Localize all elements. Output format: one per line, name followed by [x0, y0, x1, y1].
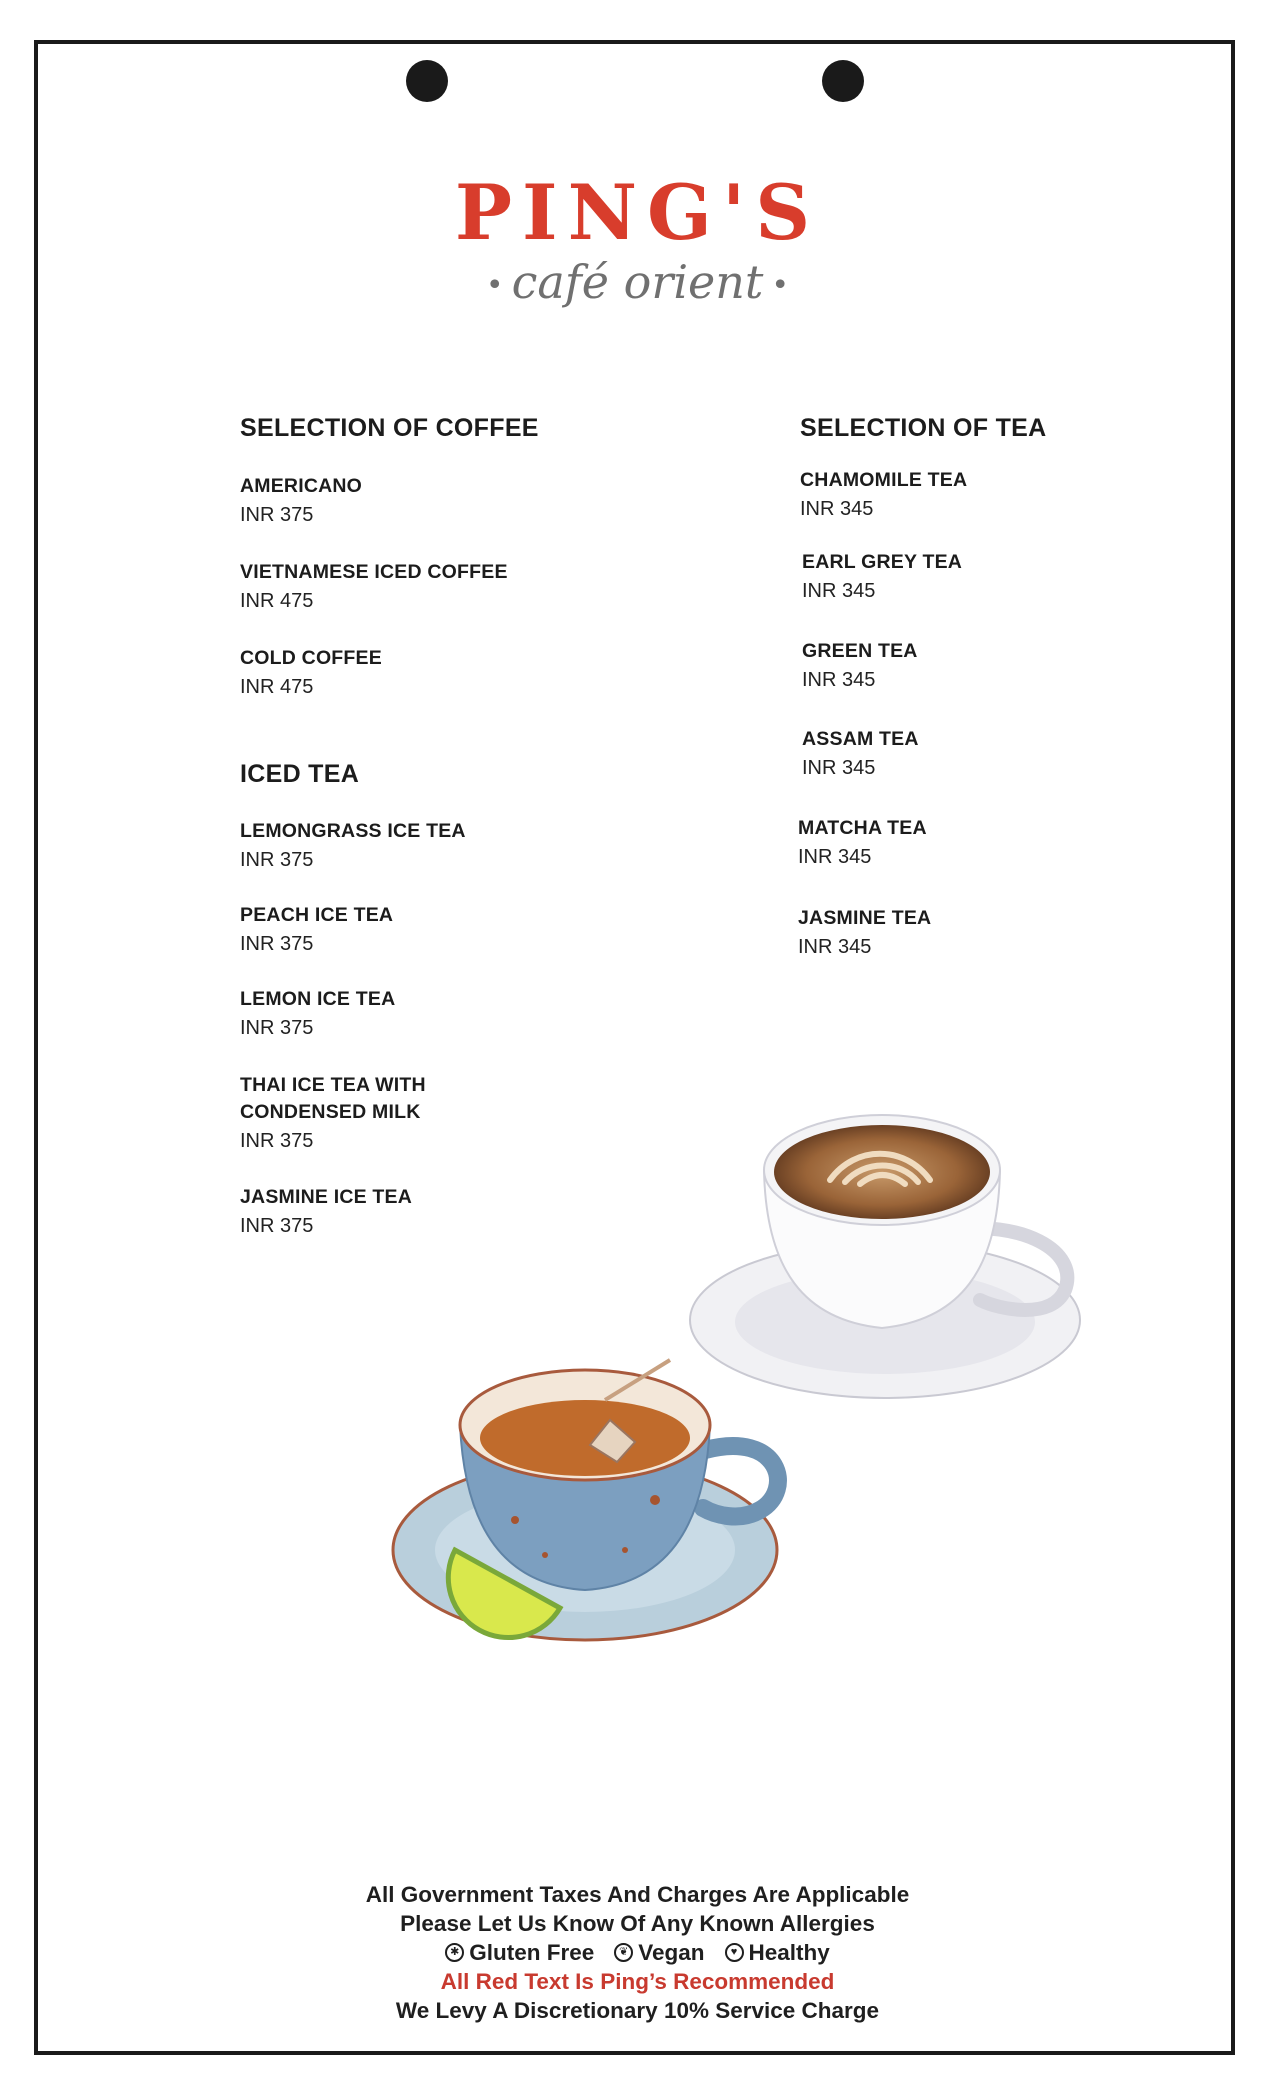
item-price: INR 375 — [240, 1215, 314, 1237]
item-name: AMERICANO — [240, 475, 363, 497]
item-price: INR 345 — [798, 846, 872, 868]
dietary-legend — [200, 1938, 1075, 1967]
item-price: INR 375 — [240, 504, 314, 526]
item-price: INR 375 — [240, 1130, 314, 1152]
menu-item-lemongrass-ice-tea — [240, 818, 466, 875]
menu-item-jasmine-ice-tea — [240, 1184, 412, 1241]
item-price: INR 475 — [240, 590, 314, 612]
item-price: INR 475 — [240, 676, 314, 698]
item-price: INR 345 — [802, 757, 876, 779]
item-name: EARL GREY TEA — [802, 551, 963, 573]
footer-notes — [200, 1880, 1075, 2025]
allergies-note: Please Let Us Know Of Any Known Allergies — [400, 1911, 875, 1936]
logo-subtitle: café orient — [511, 255, 764, 309]
binder-hole-right — [822, 60, 864, 102]
item-price: INR 345 — [800, 498, 874, 520]
section-heading-iced-tea: ICED TEA — [240, 760, 360, 788]
menu-item-peach-ice-tea — [240, 902, 393, 959]
logo-title: PING'S — [454, 168, 821, 257]
item-name: ASSAM TEA — [802, 728, 919, 750]
menu-item-jasmine-tea — [798, 905, 931, 962]
taxes-note: All Government Taxes And Charges Are Applicable — [365, 1882, 910, 1907]
logo-dot-left: • — [485, 268, 504, 303]
healthy-icon: ♥ — [725, 1943, 744, 1962]
item-name: JASMINE ICE TEA — [240, 1186, 413, 1208]
item-name: PEACH ICE TEA — [240, 904, 394, 926]
logo-dot-right: • — [771, 268, 790, 303]
item-name: LEMON ICE TEA — [240, 988, 396, 1010]
tea-cup-illustration — [385, 1350, 805, 1660]
menu-item-chamomile-tea — [800, 467, 967, 524]
menu-item-cold-coffee — [240, 645, 382, 702]
menu-item-americano — [240, 473, 362, 530]
menu-item-assam-tea — [802, 726, 919, 783]
item-name: VIETNAMESE ICED COFFEE — [240, 561, 508, 583]
item-name: CHAMOMILE TEA — [800, 469, 968, 491]
item-name: COLD COFFEE — [240, 647, 382, 669]
item-name: JASMINE TEA — [798, 907, 932, 929]
legend-gluten-free — [445, 1938, 594, 1967]
logo — [420, 168, 855, 309]
item-name-line2: CONDENSED MILK — [240, 1101, 421, 1123]
legend-vegan — [614, 1938, 704, 1967]
item-price: INR 345 — [798, 936, 872, 958]
logo-subtitle-row — [420, 255, 855, 309]
legend-label: Healthy — [748, 1940, 830, 1965]
service-charge-note: We Levy A Discretionary 10% Service Charge — [395, 1998, 880, 2023]
binder-hole-left — [406, 60, 448, 102]
menu-item-thai-ice-tea — [240, 1072, 426, 1156]
item-name: MATCHA TEA — [798, 817, 927, 839]
menu-item-matcha-tea — [798, 815, 927, 872]
section-heading-tea: SELECTION OF TEA — [800, 414, 1047, 442]
vegan-icon: ❦ — [614, 1943, 633, 1962]
item-price: INR 375 — [240, 849, 314, 871]
legend-label: Vegan — [638, 1940, 705, 1965]
item-name: THAI ICE TEA WITH — [240, 1074, 426, 1096]
item-price: INR 345 — [802, 669, 876, 691]
item-name: LEMONGRASS ICE TEA — [240, 820, 466, 842]
recommended-note: All Red Text Is Ping’s Recommended — [440, 1969, 835, 1994]
item-price: INR 375 — [240, 1017, 314, 1039]
gluten-free-icon: ✱ — [445, 1943, 464, 1962]
menu-item-green-tea — [802, 638, 918, 695]
menu-frame — [34, 40, 1235, 2055]
item-name: GREEN TEA — [802, 640, 918, 662]
item-price: INR 345 — [802, 580, 876, 602]
menu-item-vietnamese-iced-coffee — [240, 559, 508, 616]
menu-item-lemon-ice-tea — [240, 986, 395, 1043]
legend-label: Gluten Free — [469, 1940, 595, 1965]
menu-item-earl-grey-tea — [802, 549, 962, 606]
section-heading-coffee: SELECTION OF COFFEE — [240, 414, 539, 442]
item-price: INR 375 — [240, 933, 314, 955]
legend-healthy — [725, 1938, 830, 1967]
